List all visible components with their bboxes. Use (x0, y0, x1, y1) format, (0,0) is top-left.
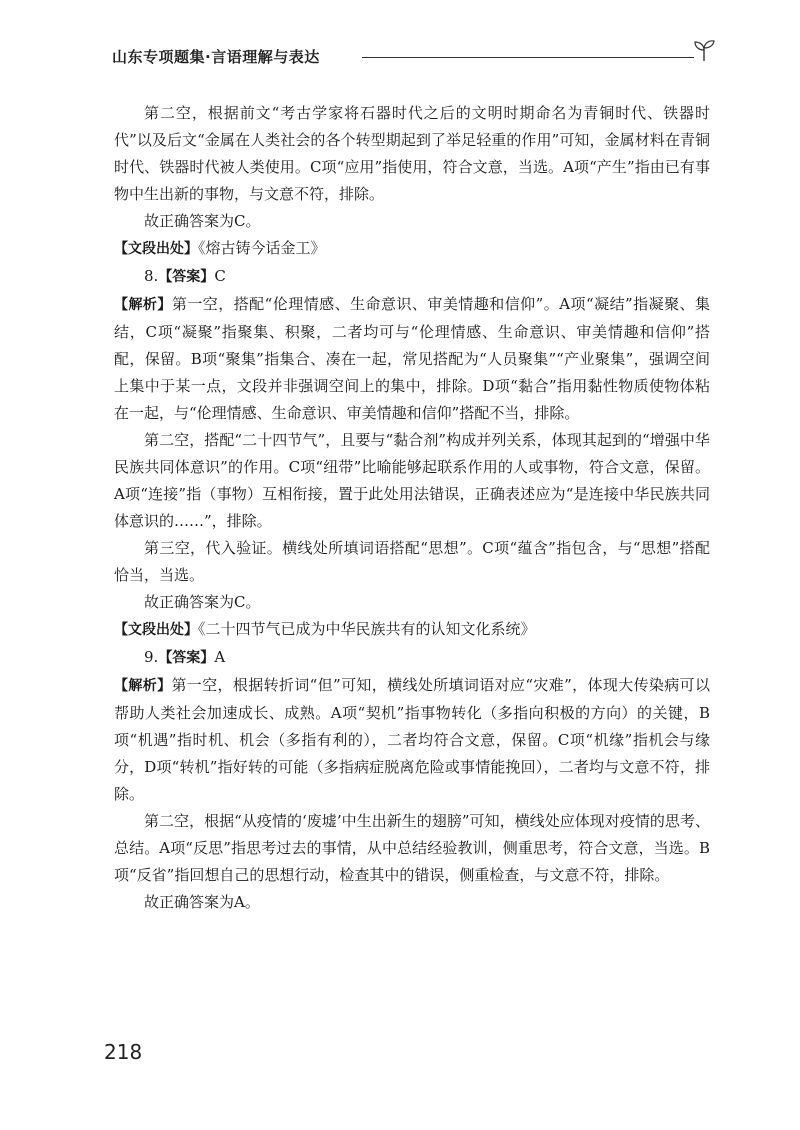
q8-conclusion: 故正确答案为C。 (144, 593, 261, 611)
q8-source (114, 616, 710, 644)
q9-blank2-paragraph: 第二空，根据“从疫情的‘废墟’中生出新生的翅膀”可知，横线处应体现对疫情的思考、总结。A项“反思”指思考过去的事情，从中总结经验教训，侧重思考，符合文意，当选。B项“反省”指回想自己的思想行动，检查其中的错误，侧重检查，与文意不符，排除。 (114, 812, 710, 884)
q8-answer (114, 263, 710, 291)
q9-blank1-paragraph (114, 672, 710, 808)
q7-blank2-paragraph: 第二空，根据前文“考古学家将石器时代之后的文明时期命名为青铜时代、铁器时代”以及后文“金属在人类社会的各个转型期起到了举足轻重的作用”可知，金属材料在青铜时代、铁器时代被人类使用。C项“应用”指使用，符合文意，当选。A项“产生”指由已有事物中生出新的事物，与文意不符，排除。 (114, 104, 710, 203)
answer-label: 【答案】 (158, 650, 215, 666)
q7-source (114, 235, 710, 263)
header-title: 山东专项题集·言语理解与表达 (112, 48, 320, 66)
q9-answer (114, 644, 710, 672)
sprout-icon (692, 38, 716, 62)
source-label: 【文段出处】 (114, 622, 198, 638)
q7-conclusion: 故正确答案为C。 (144, 212, 261, 230)
analysis-text: 第一空，搭配“伦理情感、生命意识、审美情趣和信仰”。A项“凝结”指凝聚、集结，C项“凝聚”指聚集、积聚，二者均可与“伦理情感、生命意识、审美情趣和信仰”搭配，保留。B项“聚集”指集合、凑在一起，常见搭配为“人员聚集”“产业聚集”，强调空间上集中于某一点，文段并非强调空间上的集中，排除。D项“黏合”指用黏性物质使物体粘在一起，与“伦理情感、生命意识、审美情趣和信仰”搭配不当，排除。 (114, 295, 711, 422)
answer-value: C (214, 267, 226, 285)
analysis-text: 第一空，根据转折词“但”可知，横线处所填词语对应“灾难”，体现大传染病可以帮助人类社会加速成长、成熟。A项“契机”指事物转化（多指向积极的方向）的关键，B项“机遇”指时机、机会（多指有利的），二者均符合文意，保留。C项“机缘”指机会与缘分，D项“转机”指好转的可能（多指病症脱离危险或事情能挽回），二者均与文意不符，排除。 (114, 676, 710, 803)
answer-value: A (214, 648, 226, 666)
question-number: 9. (144, 648, 159, 666)
answer-label: 【答案】 (158, 269, 215, 285)
running-header (112, 44, 716, 72)
q8-blank1-paragraph (114, 291, 710, 427)
q8-blank2-paragraph: 第二空，搭配“二十四节气”，且要与“黏合剂”构成并列关系，体现其起到的“增强中华民族共同体意识”的作用。C项“纽带”比喻能够起联系作用的人或事物，符合文意，保留。A项“连接”指（事物）互相衔接，置于此处用法错误，正确表述应为“是连接中华民族共同体意识的……”，排除。 (114, 431, 710, 530)
source-title: 《熔古铸今话金工》 (198, 239, 326, 257)
source-label: 【文段出处】 (114, 241, 198, 257)
q9-conclusion: 故正确答案为A。 (144, 893, 260, 911)
header-rule (362, 57, 694, 58)
page-body (114, 100, 710, 916)
question-number: 8. (144, 267, 159, 285)
source-title: 《二十四节气已成为中华民族共有的认知文化系统》 (198, 620, 536, 638)
q8-blank3-paragraph: 第三空，代入验证。横线处所填词语搭配“思想”。C项“蕴含”指包含，与“思想”搭配恰当，当选。 (114, 539, 710, 584)
analysis-label: 【解析】 (114, 297, 172, 313)
page-number: 218 (104, 1040, 143, 1064)
analysis-label: 【解析】 (114, 678, 172, 694)
